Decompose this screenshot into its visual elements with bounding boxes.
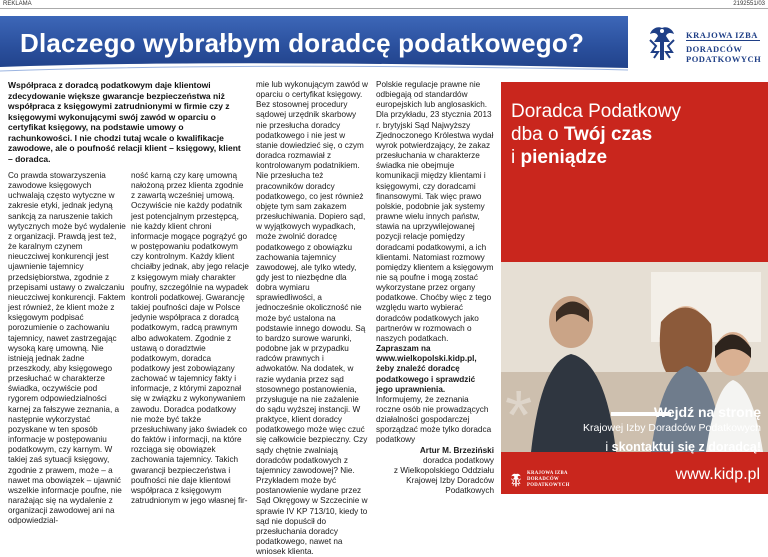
author-role: doradca podatkowy [422, 455, 494, 465]
author-org-1: z Wielkopolskiego Oddziału [393, 465, 494, 475]
article-column-2: ność karną czy karę umowną nałożoną przez klienta zgodnie z zawartą wcześniej umową. Oczywiście nie każdy podatnik jest potencjalnym przestępcą, nie każdy klient chroni informacje mogące pogrążyć go w postępowaniu podatkowym czy kontrolnym. Każdy klient chciałby jednak, aby jego relacje z księgowym miały charakter poufny, szczególnie na wypadek kontroli podatkowej. Gwarancję takiej poufności daje w Polsce jedynie współpraca z doradcą podatkowym, radcą prawnym albo adwokatem. Zgodnie z ustawą o doradztwie podatkowym, doradca podatkowy jest zobowiązany zachować w tajemnicy fakty i informacje, z którymi zapoznał się w związku z wykonywaniem zawodu. Doradca podatkowy nie może być także przesłuchiwany jako świadek co do faktów i informacji, na które rozciąga się obowiązek zachowania tajemnicy. Takich gwarancji bezpieczeństwa i poufności nie daje klientowi współpraca z księgowym zatrudnionym w jego własnej fir- [131, 171, 249, 505]
author-org-3: Podatkowych [445, 486, 494, 496]
article-column-1: Co prawda stowarzyszenia zawodowe księgowych uchwalają często wytyczne w zakresie etyki, jednak jedyną sankcją za naruszenie takich wytycznych może być wydalenie z organizacji. Prawdą jest też, że karalnym czynem nieuczciwej konkurencji jest ujawnienie tajemnicy przedsiębiorstwa, zgodnie z przepisami ustawy o zwalczaniu nieuczciwej konkurencji. Faktem jest również, że klient może z księgowym podpisać porozumienie o zachowaniu tajemnicy, nawet zastrzegając wysoką karę umowną. Nie istnieją jednak żadne przeszkody, aby księgowego przesłuchać w charakterze świadka, oczywiście pod rygorem odpowiedzialności karnej za fałszywe zeznania, a następnie wykorzystać pozyskane w ten sposób informacje w postępowaniu podatkowym, czy karnym. W takiej zaś sytuacji księgowy, zgodnie z prawem, może – a nawet ma obowiązek – ujawnić wszelkie informacje poufne, nie narażając się na wydalenie z organizacji zawodowej ani na odpowiedzial- [8, 171, 126, 526]
banner-swoosh-icon [0, 58, 628, 74]
asterisk-icon: * [505, 376, 533, 454]
note-text: Informujemy, że zeznania roczne osób nie prowadzących działalności gospodarczej sporządzać może tylko doradca podatkowy [376, 394, 492, 445]
author-org-2: Krajowej Izby Doradców [406, 476, 494, 486]
advert-panel [501, 82, 768, 494]
website-link[interactable]: www.kidp.pl [675, 466, 760, 483]
cta-line-3: i skontaktuj się z doradcą! [605, 440, 761, 454]
section-label: REKLAMA [3, 1, 32, 7]
title-banner [0, 16, 628, 74]
logo-text: KRAJOWA IZBA DORADCÓW PODATKOWYCH [686, 30, 762, 64]
top-bar [0, 0, 768, 9]
cta-line-2: Krajowej Izby Doradców Podatkowych [583, 422, 761, 434]
cta-line-1: Wejdź na stronę [653, 404, 761, 420]
ad-code: 2192551/03 [733, 1, 765, 7]
column-4-body: Polskie regulacje prawne nie odbiegają od standardów europejskich lub anglosaskich. Dla przykładu, 23 stycznia 2013 r. brytyjski Sąd Najwyższy Zjednoczonego Królestwa wydał wyrok potwierdzający, że zakaz przesłuchania w charakterze świadka nie obejmuje komunikacji między klientami i księgowymi, czy doradcami finansowymi. Tak więc prawo polskie, podobnie jak systemy prawne wielu innych państw, stawia na uprzywilejowanej pozycji relacje pomiędzy doradcami podatkowymi, a ich klientami. Natomiast rozmowy pomiędzy klientem a księgowym nie są poufne i mogą zostać wykorzystane przez organy podatkowe. Choćby więc z tego względu warto wybierać doradców podatkowych jako partnerów w rozmowach o naszych podatkach. [376, 80, 494, 343]
eagle-icon [644, 22, 680, 70]
eagle-icon [509, 471, 523, 491]
ad-logo-text: KRAJOWA IZBA DORADCÓW PODATKOWYCH [527, 471, 570, 488]
logo-divider [686, 40, 760, 41]
article-column-4 [376, 80, 494, 496]
invite-text: Zapraszam na www.wielkopolski.kidp.pl, żeby znaleźć doradcę podatkowego i sprawdzić jego uprawnienia. [376, 344, 477, 394]
author-name: Artur M. Brzeziński [419, 445, 494, 455]
lead-paragraph: Współpraca z doradcą podatkowym daje klientowi zdecydowanie większe gwarancje bezpieczeństwa niż współpraca z księgowymi zatrudnionymi w firmie czy z księgowymi wykonującymi swój zawód w oparciu o certyfikat księgowy, na podstawie umowy o rachunkowości. I nie chodzi tutaj wcale o kwalifikacje zawodowe, ale o poufność relacji klient – księgowy, klient – doradca. [8, 80, 241, 164]
ad-logo [507, 470, 597, 492]
kidp-logo [632, 16, 768, 82]
article-column-3: mie lub wykonującym zawód w oparciu o certyfikat księgowy. Bez stosownej procedury sądowej urzędnik skarbowy nie przesłucha doradcy podatkowego i nie jest w stanie dowiedzieć się, o czym doradca rozmawiał z kontrolowanym podatnikiem. Nie przesłucha też pracowników doradcy podatkowego, co jest również objęte tym sam zakazem przesłuchiwania. Dopiero sąd, w wyjątkowych wypadkach, może zwolnić doradcę podatkowego z obowiązku zachowania tajemnicy zawodowej, ale tylko wtedy, gdy jest to niezbędne dla dobra wymiaru sprawiedliwości, a jednocześnie okoliczność nie może być ustalona na podstawie innego dowodu. Są to bardzo surowe warunki, podobne jak w przypadku radców prawnych i adwokatów. Na dodatek, w razie wydania przez sąd stosownego postanowienia, przysługuje na nie zażalenie do sądu wyższej instancji. W praktyce, klient doradcy podatkowego może więc czuć się całkowicie bezpieczny. Czy sądy chętnie zwalniają doradców podatkowych z tajemnicy zawodowej? Nie. Przykładem może być postanowienie wydane przez Sąd Okręgowy w Szczecinie w sprawie IV KP 713/10, kiedy to sąd nie dopuścił do przesłuchania doradcy podatkowego, nawet na wniosek klienta. [256, 80, 368, 557]
headline: Dlaczego wybrałbym doradcę podatkowego? [20, 28, 585, 58]
ad-headline: Doradca Podatkowy dba o Twój czas i pieniądze [511, 101, 682, 168]
